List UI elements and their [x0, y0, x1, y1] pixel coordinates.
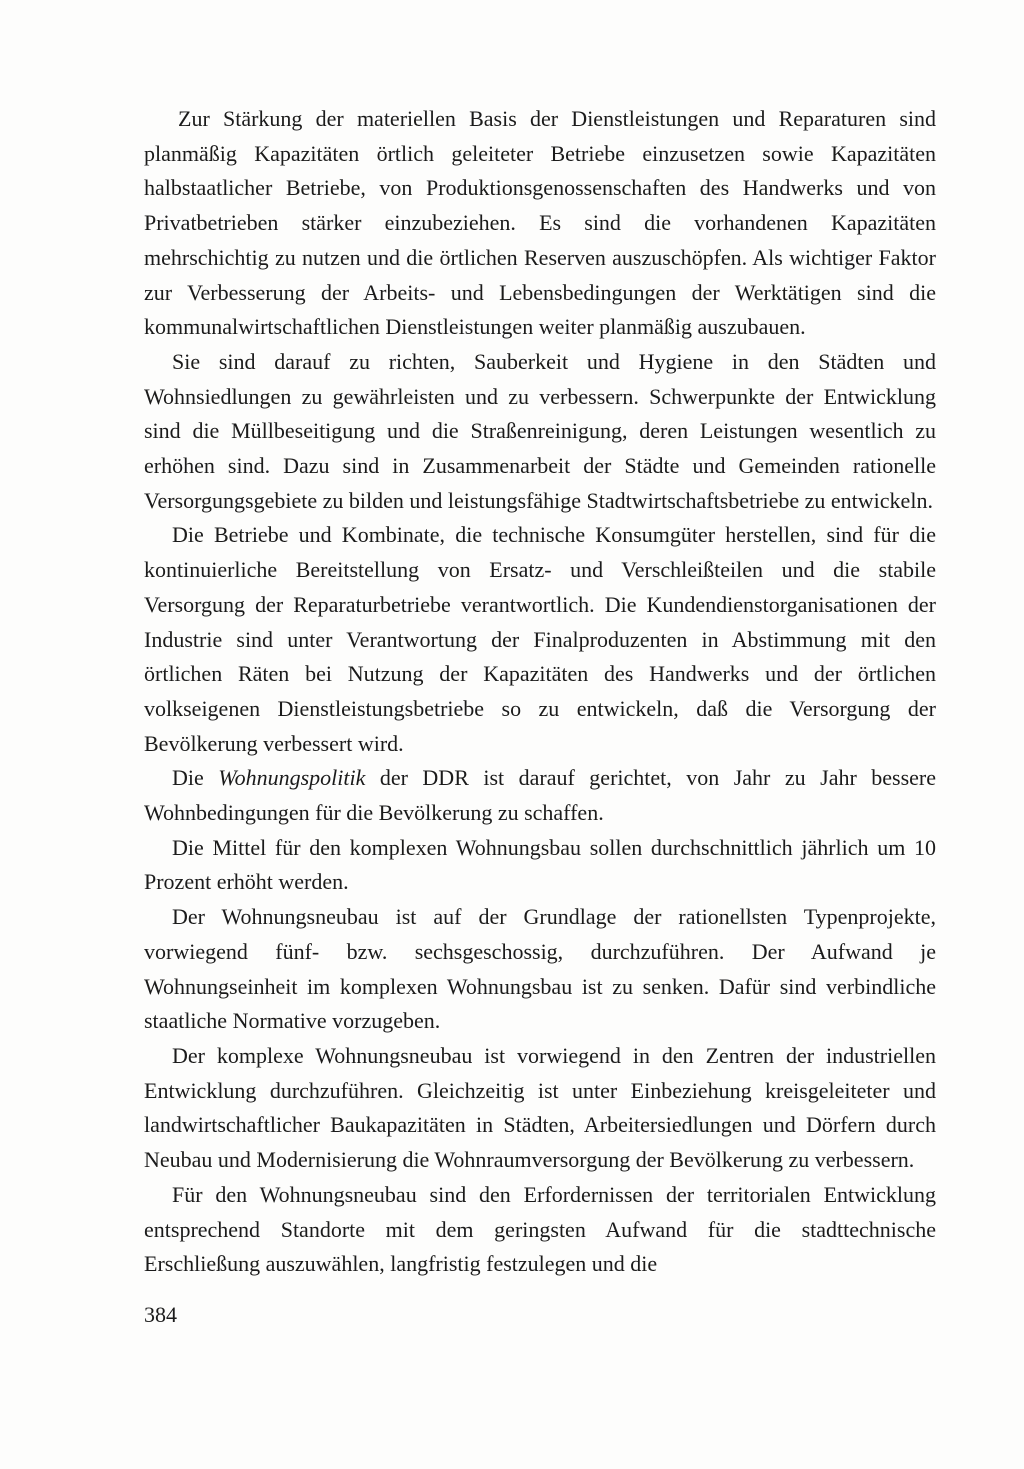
paragraph: Der Wohnungsneubau ist auf der Grundlage der rationellsten Typenprojekte, vorwiegend fünf- bzw. sechsgeschossig, durchzuführen. Der Aufwand je Wohnungseinheit im komplexen Wohnungsbau ist zu senken. Dafür sind verbindliche staatliche Normative vorzugeben. [144, 904, 936, 1034]
paragraph: Die Mittel für den komplexen Wohnungsbau sollen durchschnittlich jährlich um 10 Prozent erhöht werden. [144, 834, 936, 895]
paragraph [144, 761, 936, 830]
paragraph-text: der DDR ist darauf gerichtet, von Jahr zu Jahr bessere Wohnbedingungen für die Bevölkerung zu schaffen. [144, 765, 937, 826]
page-number: 384 [144, 1302, 177, 1327]
body-text [144, 102, 936, 1282]
paragraph: Der komplexe Wohnungsneubau ist vorwiegend in den Zentren der industriellen Entwicklung durchzuführen. Gleichzeitig ist unter Einbeziehung kreisgeleiteter und landwirtschaftlicher Baukapazitäten in Städten, Arbeitersiedlungen und Dörfern durch Neubau und Modernisierung die Wohnraumversorgung der Bevölkerung zu verbessern. [144, 1042, 936, 1173]
paragraph: Die Betriebe und Kombinate, die technische Konsumgüter herstellen, sind für die kontinuierliche Bereitstellung von Ersatz- und Verschleißteilen und die stabile Versorgung der Reparaturbetriebe verantwortlich. Die Kundendienstorganisationen der Industrie sind unter Verantwortung der Finalproduzenten in Abstimmung mit den örtlichen Räten bei Nutzung der Kapazitäten des Handwerks und der örtlichen volkseigenen Dienstleistungsbetriebe so zu entwickeln, daß die Versorgung der Bevölkerung verbessert wird. [144, 522, 936, 756]
emphasized-term: Wohnungspolitik [218, 765, 366, 791]
paragraph: Für den Wohnungsneubau sind den Erfordernissen der territorialen Entwicklung entsprechend Standorte mit dem geringsten Aufwand für die stadttechnische Erschließung auszuwählen, langfristig festzulegen und die [144, 1181, 936, 1277]
paragraph-text: Die [172, 765, 219, 791]
paragraph: Sie sind darauf zu richten, Sauberkeit und Hygiene in den Städten und Wohnsiedlungen zu gewährleisten und zu verbessern. Schwerpunkte der Entwicklung sind die Müllbeseitigung und die Straßenreinigung, deren Leistungen wesentlich zu erhöhen sind. Dazu sind in Zusammenarbeit der Städte und Gemeinden rationelle Versorgungsgebiete zu bilden und leistungsfähige Stadtwirtschaftsbetriebe zu entwickeln. [144, 348, 936, 513]
paragraph: Zur Stärkung der materiellen Basis der Dienstleistungen und Reparaturen sind planmäßig Kapazitäten örtlich geleiteter Betriebe einzusetzen sowie Kapazitäten halbstaatlicher Betriebe, von Produktionsgenossenschaften des Handwerks und von Privatbetrieben stärker einzubeziehen. Es sind die vorhandenen Kapazitäten mehrschichtig zu nutzen und die örtlichen Reserven auszuschöpfen. Als wichtiger Faktor zur Verbesserung der Arbeits- und Lebensbedingungen der Werktätigen sind die kommunalwirtschaftlichen Dienstleistungen weiter planmäßig auszubauen. [144, 106, 936, 340]
